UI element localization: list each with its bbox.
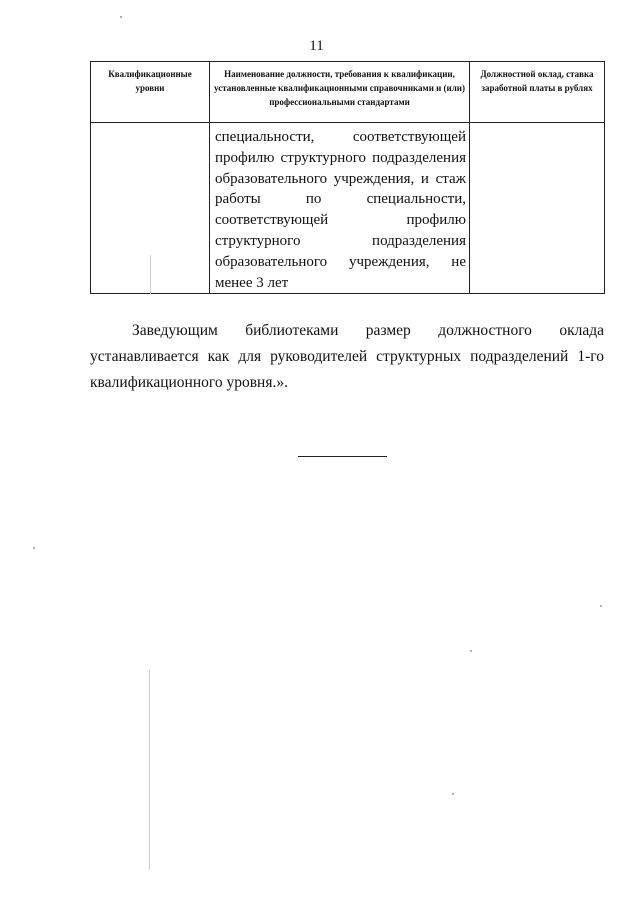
table-row [91,123,605,294]
paragraph-line: Заведующим библиотеками размер должностного оклада [132,322,604,339]
paragraph-line: устанавливается как для руководителей структурных подразделений 1-го [90,348,604,365]
table-header-row [91,62,605,123]
scan-speck [470,650,472,652]
cell-salary [470,123,605,294]
requirements-line: образовательного учреждения, и стаж [215,170,466,187]
header-qualification-levels: Квалификационные уровни [91,62,210,123]
scan-artifact [150,255,151,295]
requirements-line: специальности, соответствующей [215,129,466,145]
scan-speck [33,547,35,549]
requirements-line: соответствующей профилю [215,212,466,229]
header-salary: Должностной оклад, ставка заработной платы в рублях [470,62,605,123]
scan-speck [120,16,122,18]
page-number: 11 [309,38,324,54]
requirements-line: структурного подразделения [215,232,466,249]
cell-requirements [210,123,470,294]
requirements-line: образовательного учреждения, не [215,253,466,270]
paragraph-line: квалификационного уровня.». [90,374,288,391]
end-divider [298,456,387,457]
requirements-line: менее 3 лет [215,274,289,291]
scan-artifact [149,670,150,870]
header-position-requirements: Наименование должности, требования к квалификации, установленные квалификационными справочниками и (или) профессиональными стандартами [210,62,470,123]
body-paragraph [90,318,604,396]
requirements-line: профилю структурного подразделения [215,149,466,166]
requirements-line: работы по специальности, [215,191,466,208]
qualification-table [90,61,605,294]
requirements-text [215,127,466,293]
scan-speck [452,793,454,795]
scan-speck [600,605,602,607]
